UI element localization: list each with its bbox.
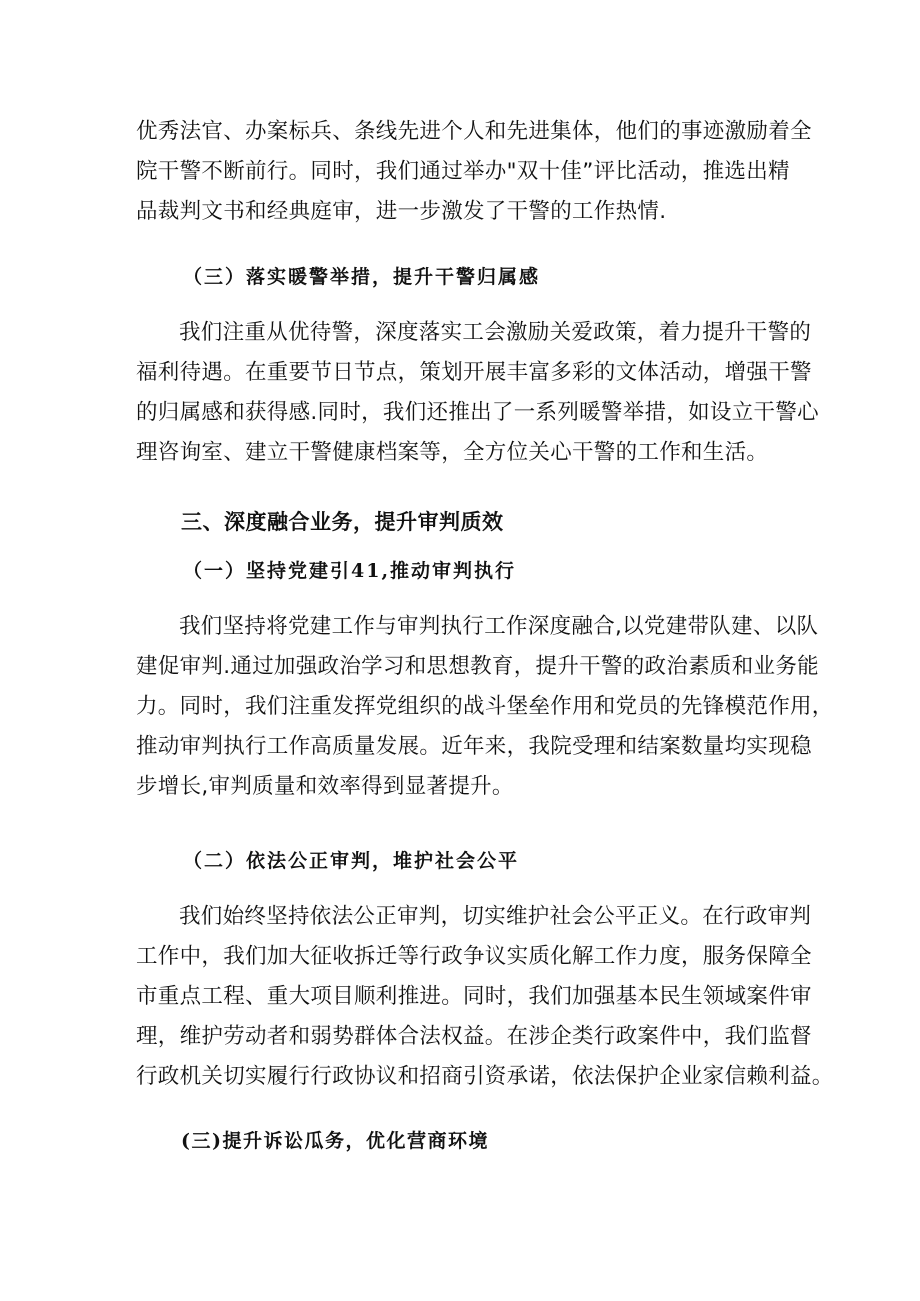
paragraph-welfare <box>136 313 819 473</box>
text-line: 理咨询室、建立干警健康档案等，全方位关心干警的工作和生活。 <box>136 440 769 465</box>
text-line: 工作中，我们加大征收拆迁等行政争议实质化解工作力度，服务保障全 <box>136 944 812 969</box>
text-line: 品裁判文书和经典庭审，进一步激发了干警的工作热情. <box>136 199 667 224</box>
text-line: 推动审判执行工作高质量发展。近年来，我院受理和结案数量均实现稳 <box>136 734 812 759</box>
subheading-party-building: （一）坚持党建引41,推动审判执行 <box>183 560 517 582</box>
text-line: 理，维护劳动者和弱势群体合法权益。在涉企类行政案件中，我们监督 <box>136 1024 812 1049</box>
text-line: 市重点工程、重大项目顺利推进。同时，我们加强基本民生领域案件审 <box>136 984 812 1009</box>
text-line: 建促审判.通过加强政治学习和思想教育，提升干警的政治素质和业务能 <box>136 654 819 679</box>
subheading-fair-trial: （二）依法公正审判，堆护社会公平 <box>183 850 520 872</box>
section-heading-3: 三、深度融合业务，提升审判质效 <box>181 510 504 534</box>
text-line: 行政机关切实履行行政协议和招商引资承诺，依法保护企业家信赖利益。 <box>136 1064 834 1089</box>
paragraph-awards <box>136 112 812 232</box>
paragraph-fair-trial <box>136 897 834 1097</box>
text-line: 我们注重从优待警，深度落实工会激励关爱政策，着力提升干警的 <box>179 320 812 345</box>
text-line: 我们坚持将党建工作与审判执行工作深度融合,以党建带队建、以队 <box>179 614 819 639</box>
text-line: 力。同时，我们注重发挥党组织的战斗堡垒作用和党员的先锋模范作用， <box>136 694 834 719</box>
text-line: 我们始终坚持依法公正审判，切实维护社会公平正义。在行政审判 <box>179 904 812 929</box>
subheading-warm-measures: （三）落实暖警举措，提升干警归属感 <box>183 266 541 288</box>
text-line: 步增长,审判质量和效率得到显著提升。 <box>136 774 514 799</box>
text-line: 福利待遇。在重要节日节点，策划开展丰富多彩的文体活动，增强干警 <box>136 360 812 385</box>
text-line: 的归属感和获得感.同时，我们还推出了一系列暖警举措，如设立干警心 <box>136 400 819 425</box>
text-line: 优秀法官、办案标兵、条线先进个人和先进集体，他们的事迹激励着全 <box>136 119 812 144</box>
text-line: 院干警不断前行。同时，我们通过举办"双十佳”评比活动，推选出精 <box>136 159 790 184</box>
paragraph-party-building <box>136 607 834 807</box>
subheading-litigation-service: (三)提升诉讼瓜务，优化营商环境 <box>181 1130 489 1152</box>
